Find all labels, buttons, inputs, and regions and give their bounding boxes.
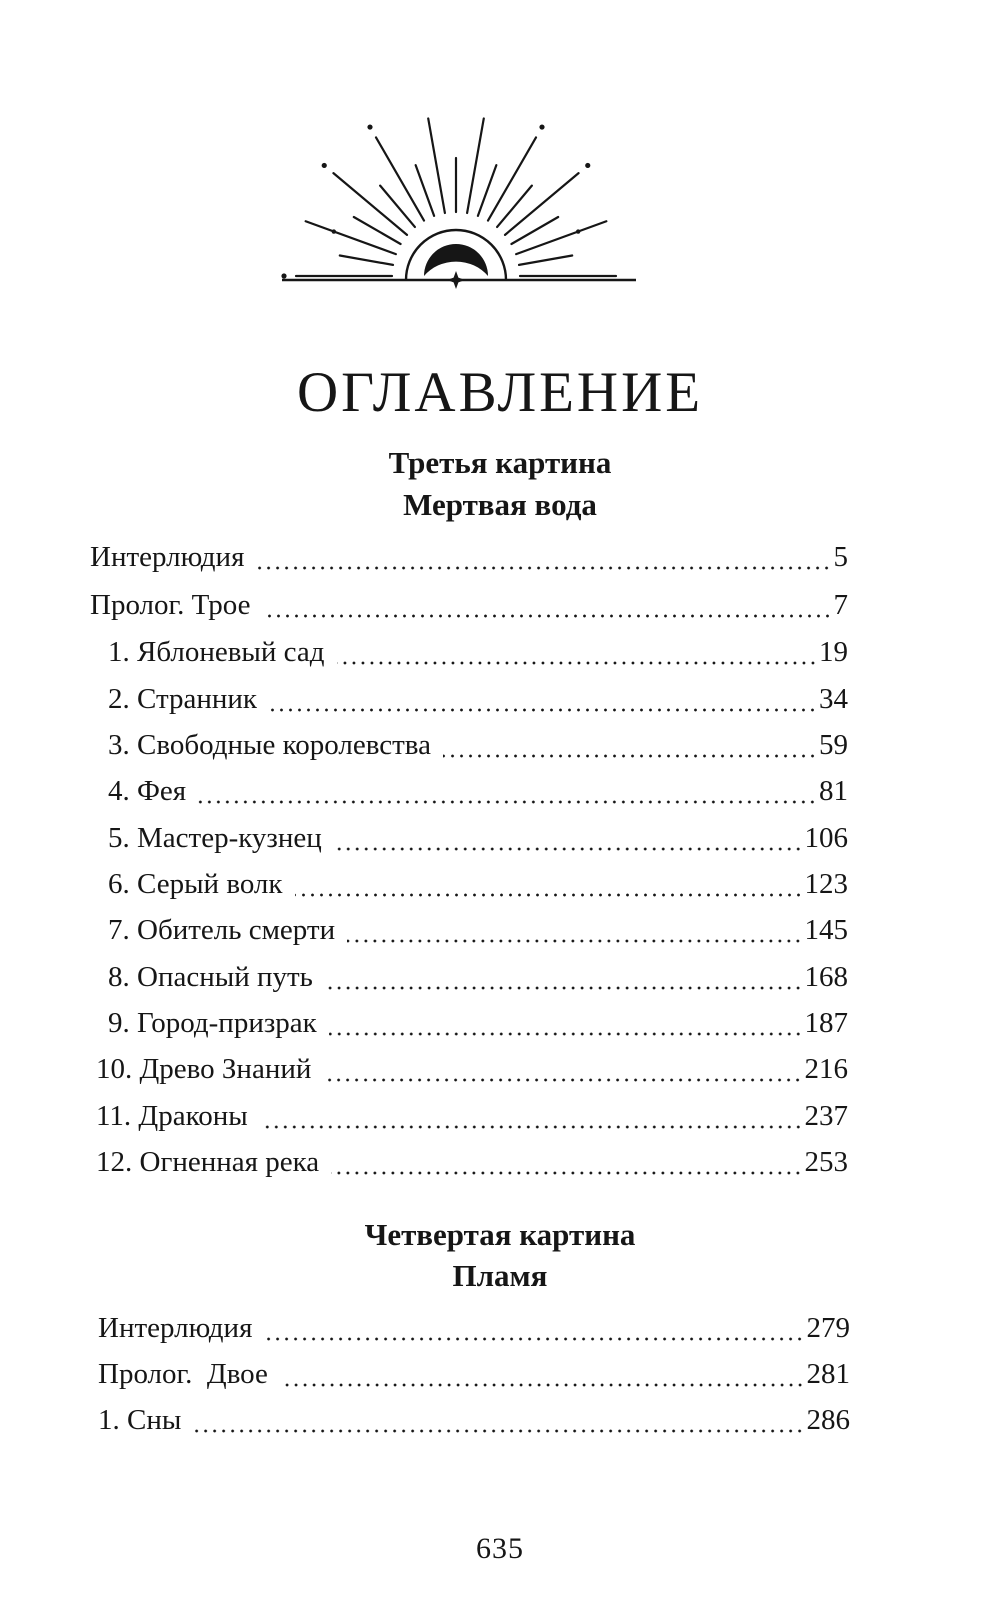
dot-leader xyxy=(295,893,803,897)
dot-leader xyxy=(337,661,817,665)
dot-leader xyxy=(331,1171,802,1175)
toc-entry-page: 168 xyxy=(804,961,848,993)
dot-leader xyxy=(198,800,817,804)
dot-leader xyxy=(260,1125,803,1129)
dot-leader xyxy=(329,1032,803,1036)
dot-leader xyxy=(269,708,817,712)
toc-entry-title: Пролог. Трое xyxy=(90,589,251,621)
toc-entry-title: 7. Обитель смерти xyxy=(108,914,336,946)
toc-entry[interactable] xyxy=(108,722,848,768)
toc-entry-title: 1. Яблоневый сад xyxy=(108,636,325,668)
toc-entry-title: 5. Мастер-кузнец xyxy=(108,822,322,854)
dot-leader xyxy=(280,1383,805,1387)
part-3-title: Третья картина xyxy=(388,445,612,480)
toc-entry[interactable] xyxy=(96,1046,848,1092)
page-number: 635 xyxy=(476,1532,524,1565)
toc-entry-title: 3. Свободные королевства xyxy=(108,729,431,761)
toc-entry-page: 7 xyxy=(833,589,848,621)
toc-entry-page: 106 xyxy=(804,822,848,854)
toc-entry-page: 279 xyxy=(806,1312,850,1344)
toc-entry-title: 4. Фея xyxy=(108,775,187,807)
dot-leader xyxy=(256,566,831,570)
toc-entry-page: 123 xyxy=(804,868,848,900)
toc-entry-title: 6. Серый волк xyxy=(108,868,283,900)
toc-entry-title: 10. Древо Знаний xyxy=(96,1053,312,1085)
dot-leader xyxy=(323,1078,802,1082)
toc-entry[interactable] xyxy=(98,1305,850,1351)
toc-entry[interactable] xyxy=(108,676,848,722)
dot-leader xyxy=(263,614,832,618)
toc-entry-title: 12. Огненная река xyxy=(96,1146,320,1178)
toc-entry[interactable] xyxy=(108,629,848,675)
toc-entry-page: 253 xyxy=(804,1146,848,1178)
toc-entry-title: 2. Странник xyxy=(108,683,258,715)
toc-entry-page: 187 xyxy=(804,1007,848,1039)
toc-entry-title: 11. Драконы xyxy=(96,1100,248,1132)
toc-entry-title: Пролог. Двое xyxy=(98,1358,268,1390)
toc-entry-page: 81 xyxy=(819,775,848,807)
toc-entry-page: 19 xyxy=(819,636,848,668)
part-4-title: Четвертая картина xyxy=(364,1217,636,1252)
toc-entry-page: 237 xyxy=(804,1100,848,1132)
toc-entry[interactable] xyxy=(108,1000,848,1046)
dot-leader xyxy=(264,1337,804,1341)
dot-leader xyxy=(193,1429,804,1433)
toc-heading: ОГЛАВЛЕНИЕ xyxy=(296,361,704,424)
part-4-subtitle: Пламя xyxy=(452,1258,548,1293)
toc-entry-page: 5 xyxy=(833,541,848,573)
toc-entry-title: Интерлюдия xyxy=(98,1312,253,1344)
dot-leader xyxy=(334,847,803,851)
toc-entry[interactable] xyxy=(108,861,848,907)
toc-entry[interactable] xyxy=(96,1139,848,1185)
toc-entry-title: 9. Город-призрак xyxy=(108,1007,317,1039)
sun-moon-ornament-icon xyxy=(280,96,660,306)
toc-entry[interactable] xyxy=(96,1093,848,1139)
toc-entry[interactable] xyxy=(98,1351,850,1397)
toc-entry-page: 286 xyxy=(806,1404,850,1436)
toc-entry-page: 281 xyxy=(806,1358,850,1390)
dot-leader xyxy=(443,754,817,758)
toc-entry-title: 1. Сны xyxy=(98,1404,182,1436)
toc-entry[interactable] xyxy=(108,954,848,1000)
part-3-subtitle: Мертвая вода xyxy=(403,487,597,522)
dot-leader xyxy=(325,986,803,990)
toc-entry[interactable] xyxy=(90,582,848,628)
toc-entry[interactable] xyxy=(108,815,848,861)
toc-entry[interactable] xyxy=(90,534,848,580)
toc-entry-page: 145 xyxy=(804,914,848,946)
toc-entry-title: 8. Опасный путь xyxy=(108,961,313,993)
toc-entry-page: 34 xyxy=(819,683,848,715)
toc-entry-page: 59 xyxy=(819,729,848,761)
toc-entry[interactable] xyxy=(108,768,848,814)
dot-leader xyxy=(347,939,802,943)
toc-entry[interactable] xyxy=(108,907,848,953)
toc-entry[interactable] xyxy=(98,1397,850,1443)
toc-entry-title: Интерлюдия xyxy=(90,541,245,573)
toc-entry-page: 216 xyxy=(804,1053,848,1085)
